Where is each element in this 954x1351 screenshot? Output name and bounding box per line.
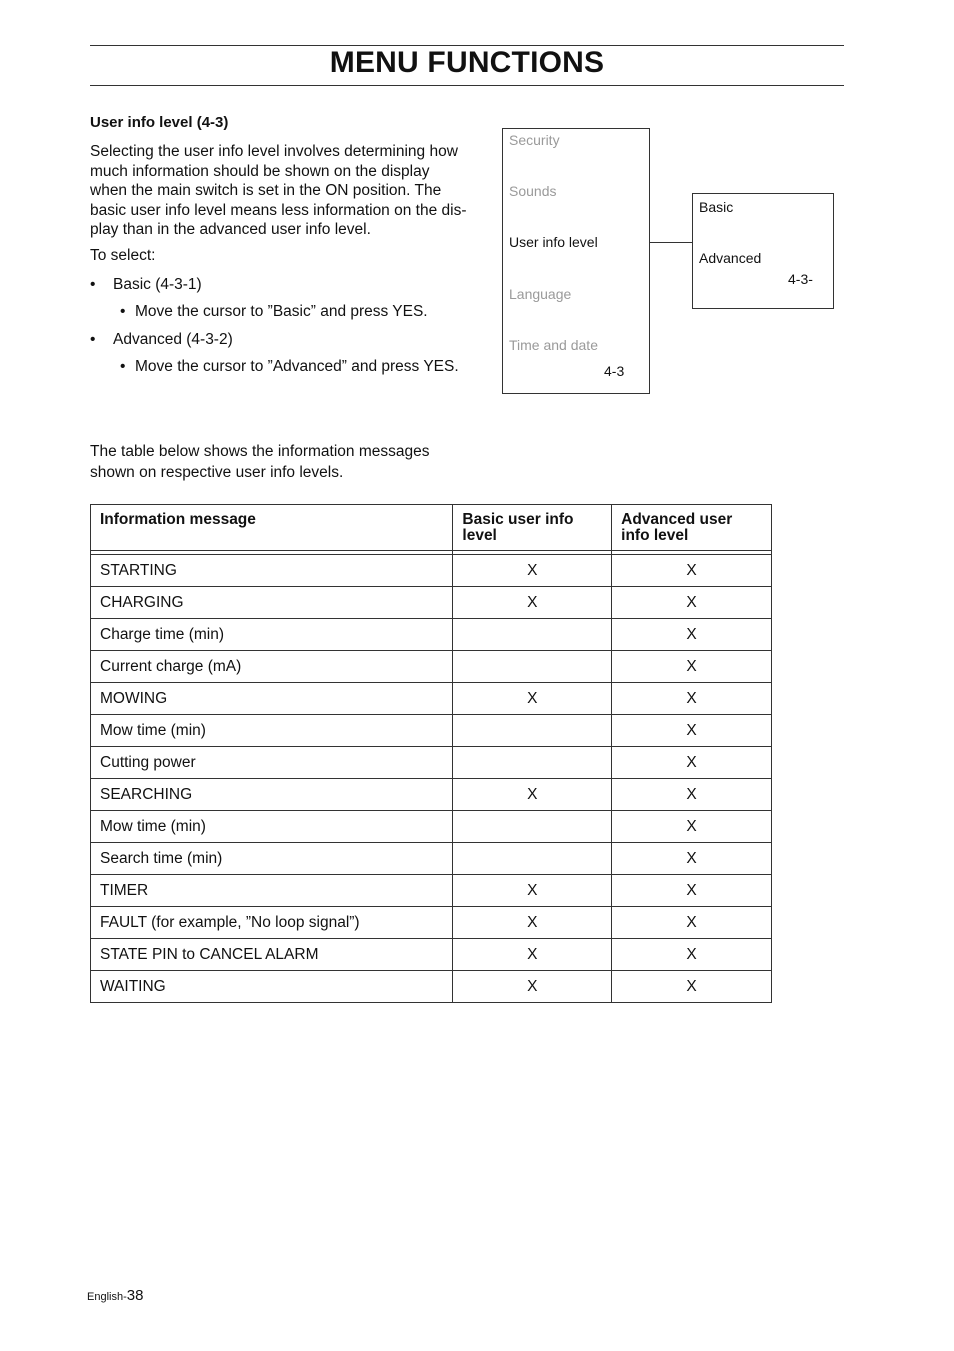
message-cell: Search time (min) <box>91 843 453 875</box>
table-row <box>91 715 772 747</box>
advanced-level-cell: X <box>612 683 772 715</box>
message-cell: FAULT (for example, ”No loop signal”) <box>91 907 453 939</box>
footer-language: English- <box>87 1291 127 1303</box>
table-intro-line: The table below shows the information messages <box>90 443 430 460</box>
submenu-number: 4-3- <box>788 271 813 287</box>
message-cell: CHARGING <box>91 587 453 619</box>
option-label: Advanced (4-3-2) <box>113 331 233 348</box>
message-cell: Cutting power <box>91 747 453 779</box>
message-cell: SEARCHING <box>91 779 453 811</box>
header-bottom-rule <box>90 85 844 86</box>
menu-connector-line <box>649 242 692 243</box>
table-row <box>91 907 772 939</box>
section-heading: User info level (4-3) <box>90 114 229 131</box>
basic-level-cell: X <box>453 875 612 907</box>
intro-line: basic user info level means less information on the dis- <box>90 201 467 219</box>
table-intro-line: shown on respective user info levels. <box>90 464 344 481</box>
message-cell: MOWING <box>91 683 453 715</box>
advanced-level-cell: X <box>612 651 772 683</box>
menu-item-time-and-date: Time and date <box>509 337 598 353</box>
basic-level-cell: X <box>453 587 612 619</box>
advanced-level-cell: X <box>612 619 772 651</box>
basic-level-cell: X <box>453 939 612 971</box>
bullet-icon: • <box>120 358 126 375</box>
intro-line: play than in the advanced user info level. <box>90 221 371 238</box>
table-row <box>91 747 772 779</box>
message-cell: Mow time (min) <box>91 811 453 843</box>
table-intro <box>90 441 490 483</box>
menu-item-language: Language <box>509 286 572 302</box>
intro-line: Selecting the user info level involves determining how <box>90 143 458 160</box>
menu-item-security: Security <box>509 132 560 148</box>
basic-level-cell: X <box>453 683 612 715</box>
table-row <box>91 971 772 1003</box>
basic-level-cell <box>453 747 612 779</box>
menu-number: 4-3 <box>604 363 625 379</box>
menu-diagram-sub <box>692 193 834 309</box>
basic-level-cell <box>453 651 612 683</box>
message-cell: Mow time (min) <box>91 715 453 747</box>
advanced-level-cell: X <box>612 555 772 587</box>
table-row <box>91 619 772 651</box>
bullet-icon: • <box>90 276 96 293</box>
basic-level-cell <box>453 843 612 875</box>
table-row <box>91 939 772 971</box>
intro-line: much information should be shown on the display <box>90 162 430 180</box>
advanced-level-cell: X <box>612 907 772 939</box>
message-cell: STARTING <box>91 555 453 587</box>
message-cell: Current charge (mA) <box>91 651 453 683</box>
to-select-label: To select: <box>90 247 156 264</box>
advanced-level-cell: X <box>612 747 772 779</box>
table-row <box>91 843 772 875</box>
submenu-item-basic: Basic <box>699 199 734 215</box>
header-information-message: Information message <box>91 505 453 551</box>
advanced-level-cell: X <box>612 843 772 875</box>
table-row <box>91 683 772 715</box>
message-cell: WAITING <box>91 971 453 1003</box>
page-title: MENU FUNCTIONS <box>329 46 605 79</box>
header-basic-level: Basic user info level <box>453 505 612 551</box>
submenu-item-advanced: Advanced <box>699 250 762 266</box>
basic-level-cell <box>453 715 612 747</box>
advanced-level-cell: X <box>612 939 772 971</box>
table-header-row <box>91 505 772 551</box>
option-label: Basic (4-3-1) <box>113 276 202 293</box>
table-row <box>91 875 772 907</box>
basic-level-cell: X <box>453 907 612 939</box>
info-level-table <box>90 504 772 1003</box>
bullet-icon: • <box>120 303 126 320</box>
menu-item-user-info-level: User info level <box>509 234 598 250</box>
advanced-level-cell: X <box>612 779 772 811</box>
page-number: 38 <box>126 1287 144 1304</box>
table-row <box>91 811 772 843</box>
advanced-level-cell: X <box>612 587 772 619</box>
basic-level-cell: X <box>453 779 612 811</box>
message-cell: STATE PIN to CANCEL ALARM <box>91 939 453 971</box>
table-row <box>91 587 772 619</box>
advanced-level-cell: X <box>612 715 772 747</box>
intro-line: when the main switch is set in the ON position. The <box>90 182 442 199</box>
header-advanced-level: Advanced user info level <box>612 505 772 551</box>
basic-level-cell: X <box>453 971 612 1003</box>
intro-paragraph <box>90 142 482 240</box>
advanced-level-cell: X <box>612 875 772 907</box>
menu-diagram-main <box>502 128 650 394</box>
advanced-level-cell: X <box>612 811 772 843</box>
table-row <box>91 779 772 811</box>
instruction-text: Move the cursor to ”Basic” and press YES. <box>135 303 428 320</box>
page-footer <box>87 1287 143 1305</box>
table-row <box>91 555 772 587</box>
message-cell: TIMER <box>91 875 453 907</box>
table-row <box>91 651 772 683</box>
bullet-icon: • <box>90 331 96 348</box>
basic-level-cell <box>453 619 612 651</box>
message-cell: Charge time (min) <box>91 619 453 651</box>
menu-item-sounds: Sounds <box>509 183 557 199</box>
advanced-level-cell: X <box>612 971 772 1003</box>
basic-level-cell <box>453 811 612 843</box>
instruction-text: Move the cursor to ”Advanced” and press YES. <box>135 358 459 375</box>
basic-level-cell: X <box>453 555 612 587</box>
